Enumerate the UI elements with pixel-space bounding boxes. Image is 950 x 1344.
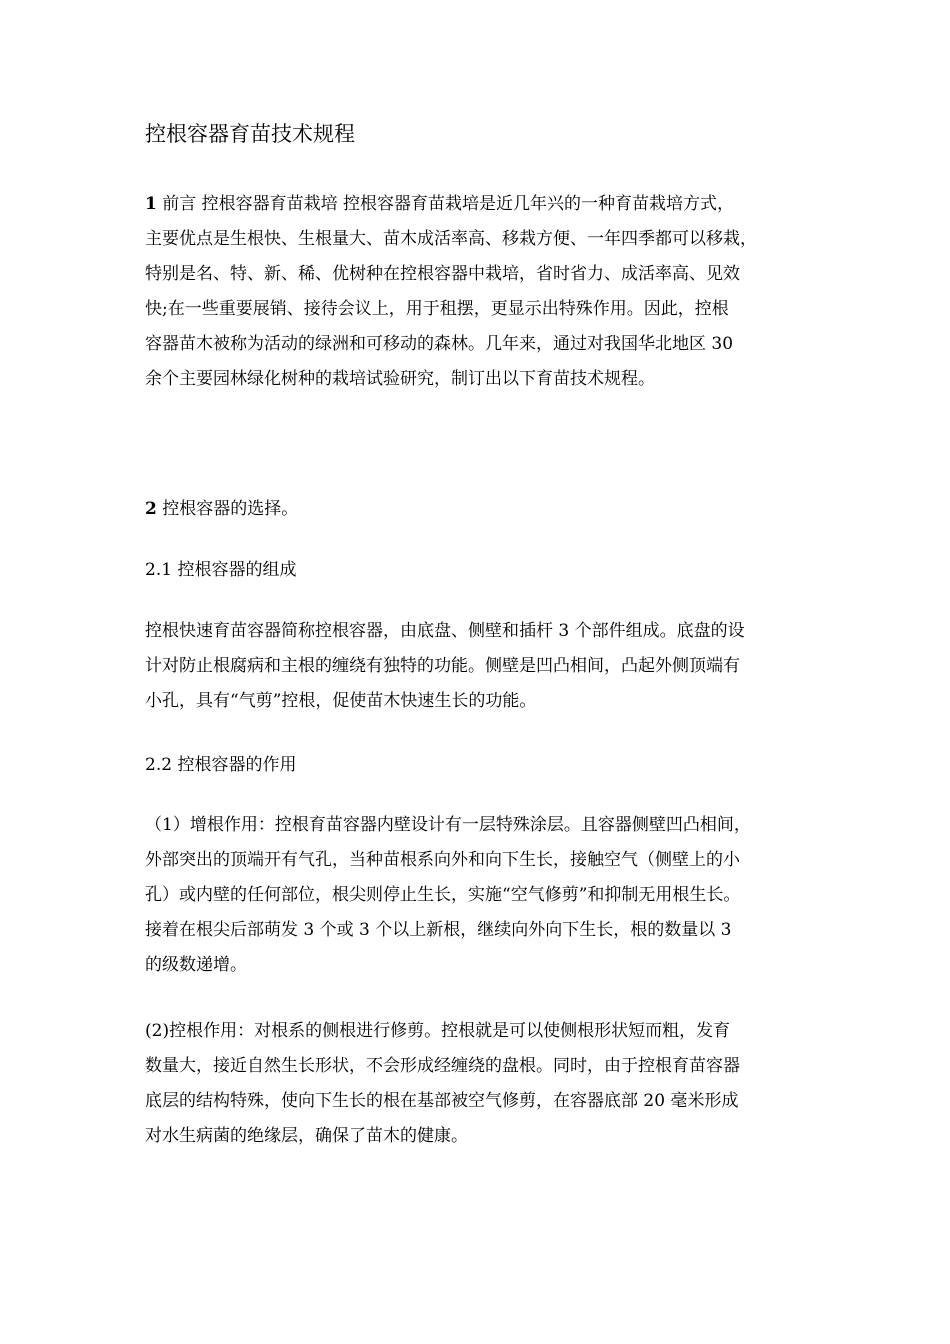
paragraph-line: 控根快速育苗容器简称控根容器，由底盘、侧壁和插杆 3 个部件组成。底盘的设 [145, 621, 745, 641]
paragraph-line: 对水生病菌的绝缘层，确保了苗木的健康。 [145, 1126, 468, 1146]
intro-line: 1 前言 控根容器育苗栽培 控根容器育苗栽培是近几年兴的一种育苗栽培方式， [145, 194, 735, 214]
section-2-2-paragraph-1 [145, 808, 810, 983]
intro-line: 特别是名、特、新、稀、优树种在控根容器中栽培，省时省力、成活率高、见效 [145, 264, 740, 284]
paragraph-line: (2)控根作用：对根系的侧根进行修剪。控根就是可以使侧根形状短而粗，发育 [145, 1021, 731, 1041]
intro-line: 主要优点是生根快、生根量大、苗木成活率高、移栽方便、一年四季都可以移栽， [145, 229, 757, 249]
paragraph-line: 外部突出的顶端开有气孔，当种苗根系向外和向下生长，接触空气（侧壁上的小 [145, 850, 740, 870]
section-number: 2 [145, 499, 157, 519]
intro-line: 快;在一些重要展销、接待会议上，用于租摆，更显示出特殊作用。因此，控根 [145, 299, 729, 319]
paragraph-line: 接着在根尖后部萌发 3 个或 3 个以上新根，继续向外向下生长，根的数量以 3 [145, 920, 732, 940]
section-2-1-paragraph [145, 614, 810, 719]
section-2-heading: 2 控根容器的选择。 [145, 499, 299, 519]
intro-line: 余个主要园林绿化树种的栽培试验研究，制订出以下育苗技术规程。 [145, 369, 655, 389]
intro-paragraph [145, 187, 810, 397]
paragraph-line: 孔）或内壁的任何部位，根尖则停止生长，实施“空气修剪”和抑制无用根生长。 [145, 885, 741, 905]
section-2-2-paragraph-2 [145, 1014, 810, 1154]
section-2-2-heading: 2.2 控根容器的作用 [145, 755, 297, 775]
paragraph-line: 小孔，具有“气剪”控根，促使苗木快速生长的功能。 [145, 691, 537, 711]
section-number: 1 [145, 194, 157, 214]
section-2-1-heading: 2.1 控根容器的组成 [145, 560, 297, 580]
paragraph-line: 底层的结构特殊，使向下生长的根在基部被空气修剪，在容器底部 20 毫米形成 [145, 1091, 739, 1111]
paragraph-line: （1）增根作用：控根育苗容器内壁设计有一层特殊涂层。且容器侧壁凹凸相间， [145, 815, 751, 835]
paragraph-line: 计对防止根腐病和主根的缠绕有独特的功能。侧壁是凹凸相间，凸起外侧顶端有 [145, 656, 740, 676]
paragraph-line: 数量大，接近自然生长形状，不会形成经缠绕的盘根。同时，由于控根育苗容器 [145, 1056, 740, 1076]
document-title: 控根容器育苗技术规程 [145, 122, 355, 146]
paragraph-line: 的级数递增。 [145, 955, 247, 975]
intro-line: 容器苗木被称为活动的绿洲和可移动的森林。几年来，通过对我国华北地区 30 [145, 334, 734, 354]
